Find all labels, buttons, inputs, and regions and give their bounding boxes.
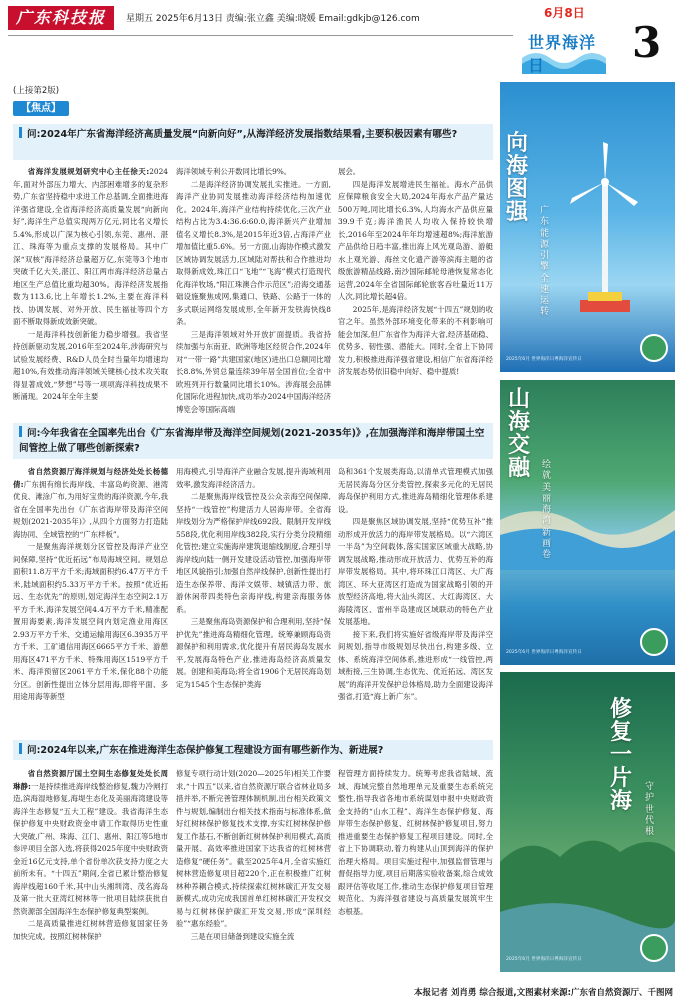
section-3-column-3: 程管理方面持续发力。统筹考虑我省陆域、流域、海域完整自然地理单元及重要生态系统完整性,指导我省各地市系统谋划申报中央财政资金支持的“山水工程”、海洋生态保护修复、海岸带生态保护修复、红树林保护修复项目,努力推进重要生态保护修复工程项目建设。同时,全省上下协调联动,着力构建从山顶到海洋的保护治理大格局。项目实施过程中,加强监督管理与督促指导力度,项目后期落实验收备案,综合成效跟评估等收尾工作,推动生态保护修复项目管理规范化、为海洋强省建设与高质量发展筑牢生态根基。 [338,769,493,916]
emblem-icon [640,628,668,656]
wind-turbine-icon [570,142,640,322]
section-2-column-3: 岛和361个发展类海岛,以清单式管理模式加强无居民海岛分区分类管控,探索多元化的无居民海岛保护利用方式,推进海岛精细化管理体系建设。 四是聚焦区域协调发展,坚持“优势互补”推动形成开放活力的海岸带发展格局。以“六湾区一半岛”为空间载体,落实国家区域重大战略,协调发展战略,推动形成开放活力、优势互补的海岸带发展格局。其中,将环珠江口湾区、大广海湾区、环大亚湾区打造成为国家战略引领的开放型经济高地,将大汕头湾区、大红海湾区、大海陵湾区、雷州半岛建成区域联动的特色产业发展基地。 接下来,我们将实施好省级海岸带及海洋空间规划,指导市级规划尽快出台,构建多级、立体、系统海洋空间体系,推进形成“一线管控,两域衔接,三生协调,生态优先、优近拓远、湾区发展”的海洋开发保护总体格局,助力全面建设海洋强省,打造“海上新广东”。 [338,467,493,701]
poster-1-tag: 2025年6月 世界海洋日粤海洋宣传日 [506,357,582,362]
poster-3-title: 修复一片海 [610,696,633,815]
poster-3-subtitle: 守护世代根 [645,782,655,837]
section-2-column-1: 省自然资源厅海洋规划与经济处处长杨德倩:广东拥有绵长海岸线、丰富岛屿资源、港湾优良、滩涂广布,为用好宝贵的海洋资源,今年,我省在全国率先出台《广东省海岸带及海洋空间规划(2021-2035年)》,从四个方面努力打造陆海协同、全域管控的“广东样板”。 一是聚焦海洋规划分区管控及海洋产业空间保障,坚持“优近拓远”布局海域空间。规划总面积11.8万平方千米;海域面积约6.47万平方千米,陆域面积约5.33万平方千米。按照“优近拓远、生态优先”的原则,划定海洋生态空间2.1万平方千米,海洋发展空间4.4万平方千米,精准配置用海要素,海洋发展空间内划定渔业用海区2.93万平方千米、交通运输用海区6.3935万平方千米、工矿通信用海区6665平方千米、游憩用海区471平方千米、特殊用海区1519平方千米、海洋预留区2061平方千米,保化88个功能分区。创新性提出立体分层用海,即将平面、多用途用海等新型 [13,467,168,701]
section-1-column-1: 省海洋发展规划研究中心主任徐天:2024年,面对外部压力增大、内部困难增多的复杂形势,广东省坚持稳中求进工作总基调,全面推进海洋强省建设,全省海洋经济高质量发展“向新向好”,海洋生产总值实现两万亿元,同比名义增长5.4%,形成以广深为核心引领,东莞、惠州、湛江、珠海等为重点支撑的发展格局。其中广深“双核”海洋经济总量超万亿,东莞等3个地市突破千亿大关,湛江、阳江两市海洋经济总量占地区生产总值比重均超30%。海洋经济发展指数为113.6,比上年增长1.2%,主要在海洋科技、协调发展、对外开放、民生福祉等四个方面不断取得新成效新突破。 一是海洋科技创新能力稳步增强。我省坚持创新驱动发展,2016年至2024年,涉海研究与试验发展经费、R&D人员全时当量年均增速均超10%,有效推动海洋领域关键核心技术攻关取得显著成效,“梦想”号等一项项海洋科技成果不断涌现。2024年全年主要 [13,167,168,401]
feature-title-graphic [522,18,606,74]
section-1-column-2: 海洋领域专利公开数同比增长9%。 二是海洋经济协调发展扎实推进。一方面,海洋产业协同发展推动海洋经济结构加速优化。2024年,海洋产业结构持续优化,三次产业结构占比为3.4:36.6:60.0,海洋新兴产业增加值名义增长8.3%,是2015年近3倍,占海洋产业增加值比重5.6%。另一方面,山海协作模式激发区域协调发展活力,区域陆对帮扶和合作推进均取得新成效,珠江口“飞地”“飞海”模式打造现代化海洋牧场,“阳江珠澳合作示范区”;沿海交通基础设施聚焦成网,集通口、铁路、公路于一体的多式联运网络发展成形,全年新开发铁海快线8条。 三是海洋领域对外开放扩面提质。我省持续加强与东南亚、欧洲等地区经贸合作,2024年对“一带一路”共建国家(地区)进出口总额同比增长8.8%,外贸总量连续39年居全国首位;全省中欧班列开行数量同比增长10%。涉海展会品牌化国际化进程加快,成功举办2024中国海洋经济博览会等国际高端 [176,167,331,414]
poster-2-subtitle: 绘就美丽海湾新画卷 [542,460,552,560]
poster-2-tag: 2025年6月 世界海洋日粤海洋宣传日 [506,650,582,655]
section-3-column-1: 省自然资源厅国土空间生态修复处处长周琳静:一是持续推进海岸线整治修复,魏力冷闸打造,滨海湿地修复,海堤生态化及美丽海湾建设等海洋生态修复“五大工程”建设。我省海洋生态保护修复中央财政资金申请工作取得历史性重大突破,广州、珠海、江门、惠州、阳江等5地市参评项目全部入选,将获得2025年度中央财政资金近16亿元支持,单个省份单次获支持力度之大前所未有。“十四五”期间,全省已累计整治修复海岸线超160千米,其中山头湘圳湾、茂名海岛及第一批大亚湾红树林等一批项目陆续获批自然资源部全国海洋生态保护修复典型案例。 二是高质量推进红树林营造修复国家任务加快完成。按照红树林保护 [13,769,168,941]
question-1: 问:2024年广东省海洋经济高质量发展“向新向好”,从海洋经济发展指数结果看,主要积极因素有哪些? [13,124,493,160]
poster-2-title: 山海交融 [508,386,531,482]
section-3-column-2: 修复专项行动计划(2020—2025年)相关工作要求,“十四五”以来,省自然资源厅联合省林业局多措并举,不断完善管理体制机制,出台相关政策文件与规划,编制出台相关技术指南与标准体系,做好红树林保护修复技术支撑,夯实红树林保护修复工作基石,不断创新红树林保护利用模式,高质量开展、高效率推进国家下达我省的红树林营造修复“硬任务”。截至2025年4月,全省实施红树林营造修复项目超220个,正在积极推广红树林种养耦合模式,持续探索红树林碳汇开发交易新模式,成功完成我国首单红树林碳汇开发权交易与红树林保护碳汇开发交易,形成“深圳经验”“惠东经验”。 三是在项目储备到建设实施全流 [176,769,331,941]
emblem-icon [640,334,668,362]
date-badge: 6月8日 [544,6,585,20]
feature-title: 世界海洋日 [528,33,597,75]
side-poster-3 [500,672,675,972]
footer-credit: 本报记者 刘肖勇 综合报道,文图素材来源:广东省自然资源厅、千图网 [413,988,673,998]
page-number: 3 [632,18,662,67]
section-1-column-3: 展会。 四是海洋发展增进民生福祉。海水产品供应保障粮食安全大局,2024年海水产品产量达500万吨,同比增长6.3%,人均海水产品供应量39.9千克;海洋渔民人均收入保持较快增长,2016年至2024年年均增速超8%;海洋旅游产品供给日趋丰富,推出海上风光观岛游、游艇水上观光游、海丝文化遗产游等滨海主题的省级旅游精品线路,南沙国际邮轮母港恢复常态化运营,2024年全省国际邮轮旅客吞吐量近11万人次,同比增长超4倍。 2025年,是海洋经济发展“十四五”规划的收官之年。虽然外部环境变化带来的不利影响可能会加深,但广东省作为海洋大省,经济基础稳、优势多、韧性强、潜能大。同时,全省上下协同发力,积极推进海洋强省建设,相信广东省海洋经济发展态势依旧稳中向好、稳中提质! [338,167,493,376]
section-2-column-2: 用海模式,引导海洋产业融合发展,提升海域利用效率,激发海洋经济活力。 二是聚焦海岸线管控及公众亲海空间保障,坚持“一线管控”构建活力人居海岸带。全省海岸线划分为严格保护岸线692段、限制开发岸线558段,优化利用岸线382段,实行分类分段精细化管控;建立实施海岸建筑退缩线制度,合理引导海岸线向陆一侧开发建设活动管控,加强海岸带地区风貌指引;加强自然岸线保护,创新性提出打造生态保养带、海洋文娱带、城镇活力带、旅游休闲带四类特色亲海岸线,构建亲海服务体系。 三是聚焦海岛资源保护和合理利用,坚持“保护优先”推进海岛精细化管理。统筹兼顾海岛资源保护和利用需求,优化提升有居民海岛发展水平,发展海岛特色产业,推进海岛经济高质量发展。创建和美海岛;将全省1906个无居民海岛划定为1545个生态保护类海 [176,467,331,689]
side-poster-1 [500,82,675,372]
question-2: 问:今年我省在全国率先出台《广东省海岸带及海洋空间规划(2021-2035年)》,在加强海洋和海岸带国土空间管控上做了哪些创新探索? [13,423,493,459]
poster-3-tag: 2025年6月 世界海洋日粤海洋宣传日 [506,957,582,962]
masthead: 广东科技报 [8,6,114,30]
question-3: 问:2024年以来,广东在推进海洋生态保护修复工程建设方面有哪些新作为、新进展? [13,740,493,760]
focus-tag: 【焦点】 [13,101,69,116]
poster-1-subtitle: 广东能源引擎全速运转 [540,206,550,318]
header-divider [8,35,513,36]
emblem-icon [640,934,668,962]
coastline-icon [500,490,675,570]
poster-1-title: 向海图强 [506,130,529,226]
side-poster-2 [500,380,675,665]
continued-note: (上接第2版) [13,86,60,96]
header-info: 星期五 2025年6月13日 责编:张立鑫 美编:晓媛 Email:gdkjb@126.com [126,14,420,24]
